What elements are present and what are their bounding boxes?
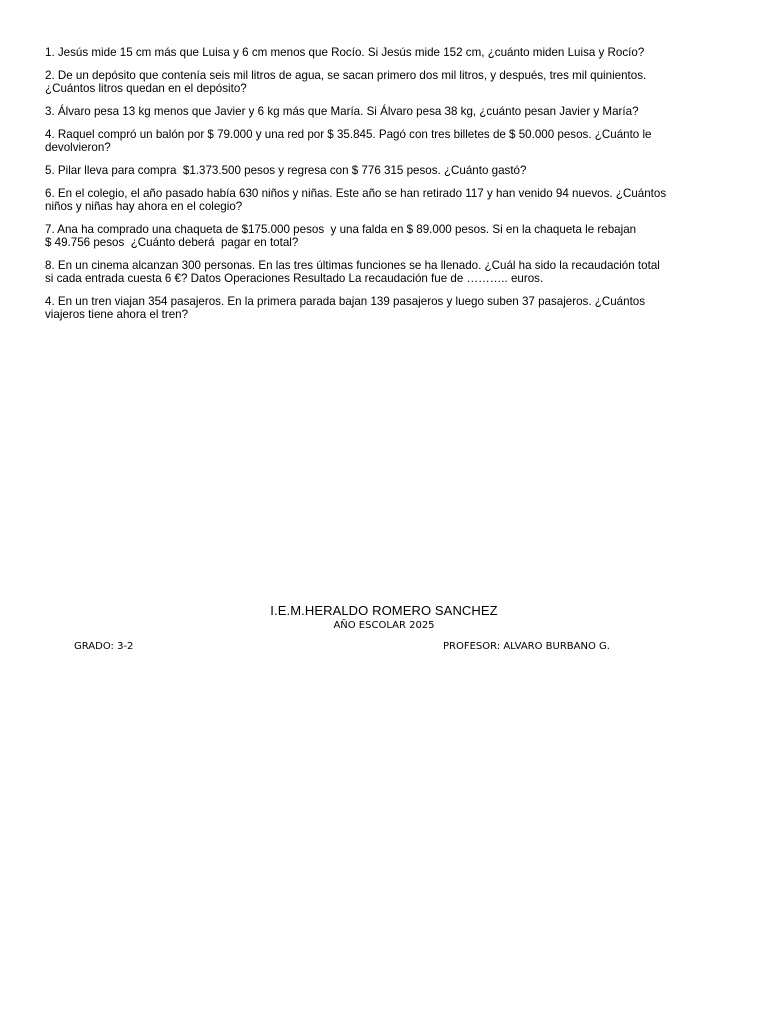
problem-list xyxy=(45,46,725,331)
teacher-label: PROFESOR: ALVARO BURBANO G. xyxy=(443,641,610,652)
problem-7: 7. Ana ha comprado una chaqueta de $175.000 pesos y una falda en $ 89.000 pesos. Si en la chaqueta le rebajan $ 49.756 pesos ¿Cuánto deberá pagar en total? xyxy=(45,223,637,249)
school-name: I.E.M.HERALDO ROMERO SANCHEZ xyxy=(270,603,498,618)
school-year: AÑO ESCOLAR 2025 xyxy=(333,620,435,631)
problem-1: 1. Jesús mide 15 cm más que Luisa y 6 cm menos que Rocío. Si Jesús mide 152 cm, ¿cuánto miden Luisa y Rocío? xyxy=(45,46,645,59)
problem-8: 8. En un cinema alcanzan 300 personas. En las tres últimas funciones se ha llenado. ¿Cuál ha sido la recaudación total si cada entrada cuesta 6 €? Datos Operaciones Resultado La recaudación fue de ……….. euros. xyxy=(45,259,660,285)
problem-4: 4. Raquel compró un balón por $ 79.000 y una red por $ 35.845. Pagó con tres billetes de $ 50.000 pesos. ¿Cuánto le devolvieron? xyxy=(45,128,652,154)
problem-3: 3. Álvaro pesa 13 kg menos que Javier y 6 kg más que María. Si Álvaro pesa 38 kg, ¿cuánto pesan Javier y María? xyxy=(45,105,639,118)
problem-6: 6. En el colegio, el año pasado había 630 niños y niñas. Este año se han retirado 117 y han venido 94 nuevos. ¿Cuántos niños y niñas hay ahora en el colegio? xyxy=(45,187,667,213)
problem-2: 2. De un depósito que contenía seis mil litros de agua, se sacan primero dos mil litros, y después, tres mil quinientos. ¿Cuántos litros quedan en el depósito? xyxy=(45,69,647,95)
problem-5: 5. Pilar lleva para compra $1.373.500 pesos y regresa con $ 776 315 pesos. ¿Cuánto gastó? xyxy=(45,164,527,177)
grade-label: GRADO: 3-2 xyxy=(74,641,134,652)
problem-9: 4. En un tren viajan 354 pasajeros. En la primera parada bajan 139 pasajeros y luego suben 37 pasajeros. ¿Cuántos viajeros tiene ahora el tren? xyxy=(45,295,646,321)
